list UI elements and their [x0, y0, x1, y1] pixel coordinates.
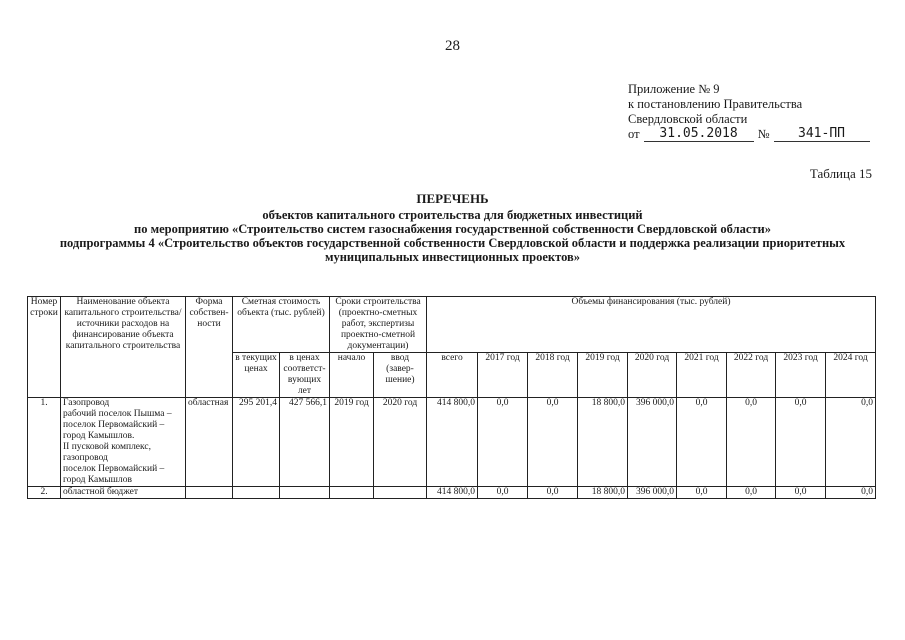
name-line: областной бюджет [63, 487, 139, 497]
header-year: 2023 год [776, 353, 826, 398]
heading-line-4: муниципальных инвестиционных проектов» [324, 250, 581, 264]
name-line: поселок Первомайский – [63, 420, 165, 430]
header-start: начало [330, 353, 374, 398]
resolution-signature-row [628, 127, 870, 142]
name-line: Газопровод [63, 398, 110, 408]
document-heading [20, 192, 885, 264]
header-year: 2021 год [677, 353, 727, 398]
header-estimated-cost: Сметная стоимость объекта (тыс. рублей) [233, 297, 330, 353]
table-header-row [28, 297, 876, 353]
cell-year-value: 18 800,0 [578, 487, 628, 499]
header-ownership: Форма собствен-ности [186, 297, 233, 398]
header-year: 2022 год [727, 353, 776, 398]
cell-row-number: 1. [28, 398, 61, 487]
cell-ownership [186, 487, 233, 499]
cell-start: 2019 год [330, 398, 374, 487]
cell-commission: 2020 год [374, 398, 427, 487]
heading-line-3: подпрограммы 4 «Строительство объектов государственной собственности Свердловской области и поддержка реализации приоритетных [59, 236, 846, 250]
header-year: 2024 год [826, 353, 876, 398]
table-reference: Таблица 15 [809, 166, 872, 181]
cell-year-value: 0,0 [478, 398, 528, 487]
cell-start [330, 487, 374, 499]
cell-year-value: 18 800,0 [578, 398, 628, 487]
cell-year-value: 396 000,0 [628, 398, 677, 487]
cell-cost-forecast: 427 566,1 [280, 398, 330, 487]
table-row [28, 398, 876, 487]
header-year: 2019 год [578, 353, 628, 398]
header-construction-terms: Сроки строительства (проектно-сметных работ, экспертизы проектно-сметной документации) [330, 297, 427, 353]
header-cost-current: в текущих ценах [233, 353, 280, 398]
resolution-date: 31.05.2018 [644, 127, 754, 142]
header-year: 2017 год [478, 353, 528, 398]
cell-year-value: 0,0 [528, 487, 578, 499]
cell-year-value: 0,0 [677, 398, 727, 487]
page-number: 28 [445, 38, 460, 54]
header-cost-forecast: в ценах соответст-вующих лет [280, 353, 330, 398]
name-line: город Камышлов [63, 475, 132, 485]
header-object-name: Наименование объекта капитального строительства/ источники расходов на финансирование объекта капитального строительства [61, 297, 186, 398]
cell-year-value: 0,0 [727, 398, 776, 487]
number-label: № [757, 127, 770, 141]
name-line: рабочий поселок Пышма – [63, 409, 172, 419]
cell-year-value: 0,0 [528, 398, 578, 487]
appendix-line-3: Свердловской области [628, 112, 748, 126]
cell-object-name [61, 487, 186, 499]
resolution-number: 341-ПП [774, 127, 870, 142]
cell-year-value: 0,0 [727, 487, 776, 499]
cell-total: 414 800,0 [427, 487, 478, 499]
from-label: от [628, 127, 640, 141]
cell-cost-forecast [280, 487, 330, 499]
header-funding-volumes: Объемы финансирования (тыс. рублей) [427, 297, 876, 353]
cell-year-value: 0,0 [776, 398, 826, 487]
name-line: город Камышлов. [63, 431, 135, 441]
cell-year-value: 0,0 [826, 487, 876, 499]
cell-year-value: 0,0 [776, 487, 826, 499]
heading-line-2: по мероприятию «Строительство систем газоснабжения государственной собственности Свердловской области» [134, 222, 771, 236]
name-line: поселок Первомайский – [63, 464, 165, 474]
header-year: 2018 год [528, 353, 578, 398]
cell-cost-current: 295 201,4 [233, 398, 280, 487]
cell-year-value: 0,0 [826, 398, 876, 487]
heading-line-1: объектов капитального строительства для бюджетных инвестиций [262, 208, 643, 222]
cell-total: 414 800,0 [427, 398, 478, 487]
appendix-line-2: к постановлению Правительства [628, 97, 803, 111]
heading-title: ПЕРЕЧЕНЬ [416, 191, 489, 206]
cell-year-value: 0,0 [677, 487, 727, 499]
cell-year-value: 396 000,0 [628, 487, 677, 499]
appendix-block [628, 82, 870, 142]
cell-object-name [61, 398, 186, 487]
cell-cost-current [233, 487, 280, 499]
cell-row-number: 2. [28, 487, 61, 499]
name-line: II пусковой комплекс, [63, 442, 151, 452]
header-row-number: Номер строки [28, 297, 61, 398]
header-commission: ввод (завер-шение) [374, 353, 427, 398]
investment-objects-table [27, 296, 876, 499]
table-row [28, 487, 876, 499]
header-total: всего [427, 353, 478, 398]
name-line: газопровод [63, 453, 108, 463]
cell-ownership: областная [186, 398, 233, 487]
cell-year-value: 0,0 [478, 487, 528, 499]
cell-commission [374, 487, 427, 499]
appendix-line-1: Приложение № 9 [628, 82, 720, 96]
header-year: 2020 год [628, 353, 677, 398]
